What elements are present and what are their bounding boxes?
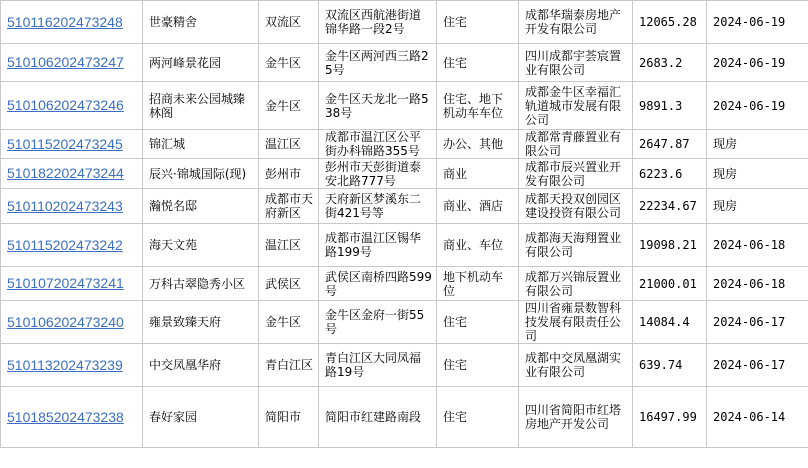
permit-number-link[interactable]: 510182202473244 <box>7 165 124 181</box>
address: 天府新区梦溪东二街421号等 <box>319 189 437 224</box>
date: 2024-06-18 <box>707 267 808 301</box>
table-row <box>1 344 808 387</box>
address: 金牛区金府一街55号 <box>319 301 437 344</box>
district: 武侯区 <box>259 267 319 301</box>
area: 19098.21 <box>633 224 707 267</box>
developer: 成都万兴锦辰置业有限公司 <box>519 267 633 301</box>
table-row <box>1 1 808 44</box>
permit-number-link[interactable]: 510115202473242 <box>7 236 123 253</box>
permit-number-cell <box>1 159 143 189</box>
address: 金牛区两河西三路25号 <box>319 44 437 82</box>
permit-number-cell <box>1 130 143 159</box>
date: 2024-06-18 <box>707 224 808 267</box>
address: 武侯区南桥四路599号 <box>319 267 437 301</box>
permit-number-cell <box>1 82 143 130</box>
date: 2024-06-19 <box>707 1 808 44</box>
district: 金牛区 <box>259 44 319 82</box>
address: 成都市温江区公平街办科锦路355号 <box>319 130 437 159</box>
project-name: 辰兴·锦城国际(现) <box>143 159 259 189</box>
table-row <box>1 224 808 267</box>
developer: 成都天投双创园区建设投资有限公司 <box>519 189 633 224</box>
table-row <box>1 387 808 448</box>
project-name: 海天文苑 <box>143 224 259 267</box>
usage-type: 商业、车位 <box>437 224 519 267</box>
area: 2683.2 <box>633 44 707 82</box>
usage-type: 住宅 <box>437 1 519 44</box>
project-name: 万科古翠隐秀小区 <box>143 267 259 301</box>
area: 6223.6 <box>633 159 707 189</box>
date: 2024-06-17 <box>707 344 808 387</box>
project-name: 瀚悦名邸 <box>143 189 259 224</box>
district: 温江区 <box>259 224 319 267</box>
district: 金牛区 <box>259 82 319 130</box>
district: 青白江区 <box>259 344 319 387</box>
project-name: 锦汇城 <box>143 130 259 159</box>
address: 青白江区大同凤福路19号 <box>319 344 437 387</box>
project-name: 招商未来公园城臻林阁 <box>143 82 259 130</box>
permit-number-link[interactable]: 510106202473240 <box>7 313 124 330</box>
area: 14084.4 <box>633 301 707 344</box>
usage-type: 住宅 <box>437 44 519 82</box>
usage-type: 住宅 <box>437 344 519 387</box>
address: 成都市温江区锡华路199号 <box>319 224 437 267</box>
usage-type: 办公、其他 <box>437 130 519 159</box>
date: 2024-06-14 <box>707 387 808 448</box>
developer: 成都中交凤凰湖实业有限公司 <box>519 344 633 387</box>
permit-number-cell <box>1 301 143 344</box>
date: 2024-06-17 <box>707 301 808 344</box>
area: 12065.28 <box>633 1 707 44</box>
district: 彭州市 <box>259 159 319 189</box>
permit-number-link[interactable]: 510113202473239 <box>7 356 123 373</box>
address: 彭州市天彭街道泰安北路777号 <box>319 159 437 189</box>
developer: 四川成都宇荟宸置业有限公司 <box>519 44 633 82</box>
address: 金牛区天龙北一路538号 <box>319 82 437 130</box>
usage-type: 住宅 <box>437 301 519 344</box>
table-row <box>1 82 808 130</box>
table-body <box>1 1 808 448</box>
permit-number-cell <box>1 224 143 267</box>
permit-number-link[interactable]: 510116202473248 <box>7 13 123 30</box>
area: 2647.87 <box>633 130 707 159</box>
permit-number-link[interactable]: 510106202473246 <box>7 97 124 113</box>
date: 2024-06-19 <box>707 82 808 130</box>
developer: 成都市辰兴置业开发有限公司 <box>519 159 633 189</box>
developer: 成都华瑞泰房地产开发有限公司 <box>519 1 633 44</box>
permit-number-link[interactable]: 510185202473238 <box>7 408 124 425</box>
usage-type: 商业 <box>437 159 519 189</box>
area: 639.74 <box>633 344 707 387</box>
district: 成都市天府新区 <box>259 189 319 224</box>
project-name: 中交凤凰华府 <box>143 344 259 387</box>
table-row <box>1 44 808 82</box>
address: 双流区西航港街道锦华路一段2号 <box>319 1 437 44</box>
table-row <box>1 301 808 344</box>
district: 双流区 <box>259 1 319 44</box>
permit-number-cell <box>1 1 143 44</box>
area: 21000.01 <box>633 267 707 301</box>
table-row <box>1 130 808 159</box>
permit-number-cell <box>1 267 143 301</box>
project-name: 世豪精舍 <box>143 1 259 44</box>
area: 9891.3 <box>633 82 707 130</box>
area: 16497.99 <box>633 387 707 448</box>
developer: 四川省雍景数智科技发展有限责任公司 <box>519 301 633 344</box>
developer: 成都常青藤置业有限公司 <box>519 130 633 159</box>
table-row <box>1 189 808 224</box>
area: 22234.67 <box>633 189 707 224</box>
developer: 成都海天海翔置业有限公司 <box>519 224 633 267</box>
permit-number-cell <box>1 44 143 82</box>
district: 简阳市 <box>259 387 319 448</box>
date: 2024-06-19 <box>707 44 808 82</box>
date: 现房 <box>707 189 808 224</box>
address: 简阳市红建路南段 <box>319 387 437 448</box>
district: 金牛区 <box>259 301 319 344</box>
usage-type: 地下机动车位 <box>437 267 519 301</box>
district: 温江区 <box>259 130 319 159</box>
usage-type: 住宅 <box>437 387 519 448</box>
usage-type: 商业、酒店 <box>437 189 519 224</box>
permit-number-cell <box>1 189 143 224</box>
permit-number-cell <box>1 387 143 448</box>
permit-number-link[interactable]: 510107202473241 <box>7 275 124 291</box>
permit-number-link[interactable]: 510106202473247 <box>7 54 124 70</box>
project-name: 两河峰景花园 <box>143 44 259 82</box>
date: 现房 <box>707 159 808 189</box>
developer: 四川省简阳市红塔房地产开发公司 <box>519 387 633 448</box>
table-row <box>1 267 808 301</box>
project-name: 雍景致臻天府 <box>143 301 259 344</box>
date: 现房 <box>707 130 808 159</box>
usage-type: 住宅、地下机动车车位 <box>437 82 519 130</box>
table-row <box>1 159 808 189</box>
permit-number-link[interactable]: 510110202473243 <box>7 197 123 214</box>
permit-number-link[interactable]: 510115202473245 <box>7 135 123 152</box>
project-name: 春好家园 <box>143 387 259 448</box>
permit-number-cell <box>1 344 143 387</box>
developer: 成都金牛区幸福汇轨道城市发展有限公司 <box>519 82 633 130</box>
